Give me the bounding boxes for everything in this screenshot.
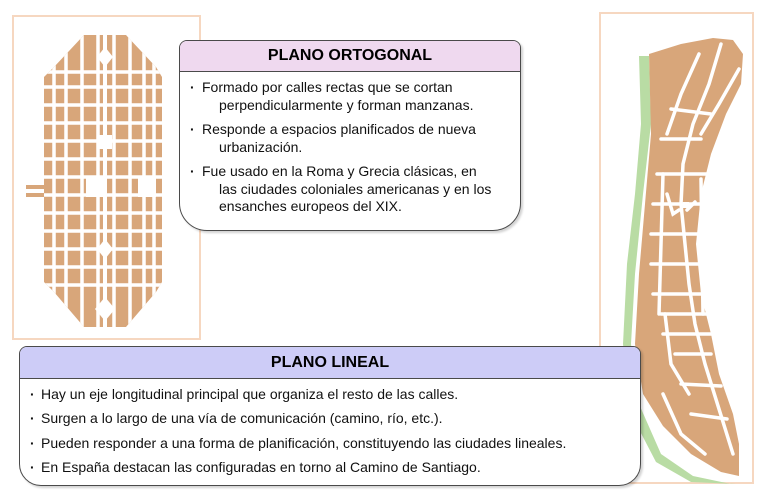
- ortogonal-item-3-line-1: Fue usado en la Roma y Grecia clásicas, en: [202, 163, 477, 179]
- ortogonal-info-card: [179, 40, 521, 231]
- orthogonal-city-map: [12, 15, 201, 340]
- ortogonal-title: PLANO ORTOGONAL: [180, 41, 520, 72]
- lineal-item: · Hay un eje longitudinal principal que organiza el resto de las calles.: [38, 386, 630, 404]
- lineal-list: [20, 379, 640, 476]
- ortogonal-item-2-line-1: Responde a espacios planificados de nueva: [202, 121, 476, 137]
- lineal-item: · Pueden responder a una forma de planificación, constituyendo las ciudades lineales.: [38, 435, 630, 453]
- ortogonal-item: [198, 79, 510, 114]
- lineal-info-card: [19, 346, 641, 486]
- lineal-item: · Surgen a lo largo de una vía de comunicación (camino, río, etc.).: [38, 410, 630, 428]
- ortogonal-list: [180, 72, 520, 216]
- ortogonal-item-1-line-2: perpendicularmente y forman manzanas.: [219, 96, 474, 113]
- ortogonal-item-2-line-2: urbanización.: [219, 138, 303, 155]
- ortogonal-item-3-line-3: ensanches europeos del XIX.: [219, 198, 402, 214]
- ortogonal-item: [198, 121, 510, 156]
- ortogonal-item-1-line-1: Formado por calles rectas que se cortan: [202, 79, 453, 95]
- ortogonal-item-3-line-2: las ciudades coloniales americanas y en los: [219, 180, 492, 197]
- lineal-title: PLANO LINEAL: [20, 347, 640, 379]
- ortogonal-item: [198, 163, 510, 216]
- orthogonal-plan-graphic: [14, 17, 203, 342]
- lineal-item: · En España destacan las configuradas en torno al Camino de Santiago.: [38, 459, 630, 477]
